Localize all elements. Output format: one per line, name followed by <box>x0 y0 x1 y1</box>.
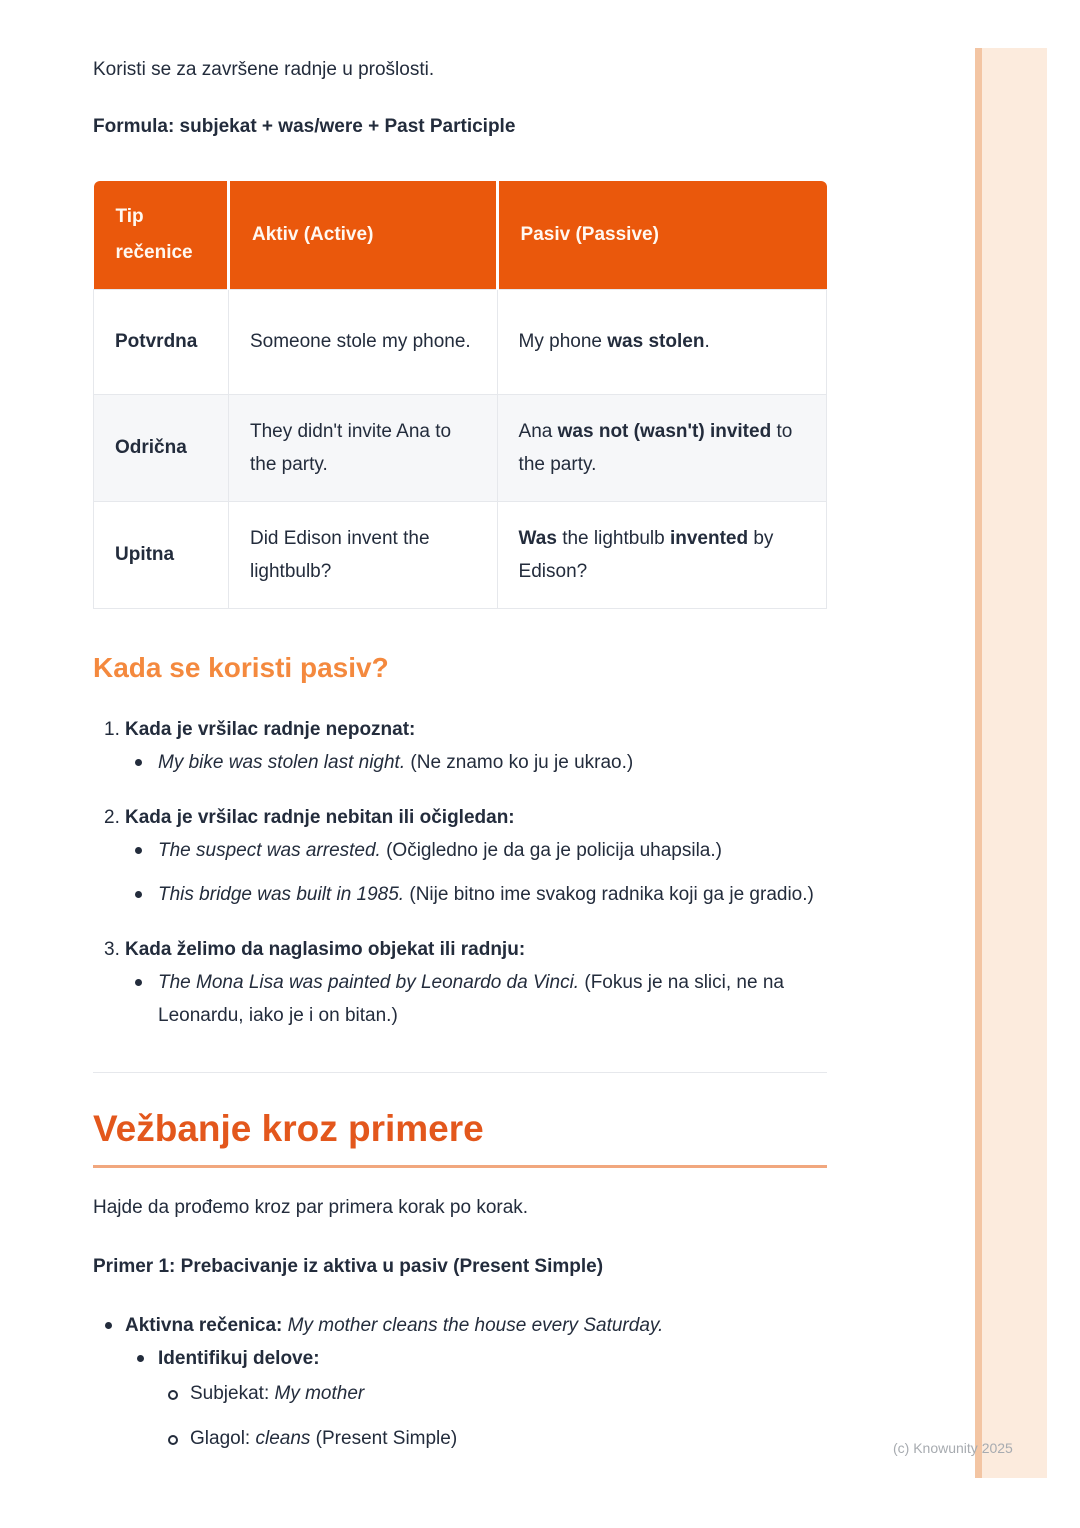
passive-example-cell: My phone was stolen. <box>497 289 826 394</box>
passive-example-cell: Was the lightbulb invented by Edison? <box>497 501 826 608</box>
page-edge-decoration <box>975 48 1047 1478</box>
practice-item-identify-parts <box>158 1342 827 1455</box>
usage-examples <box>93 834 827 911</box>
table-body <box>94 289 827 608</box>
usage-example: My bike was stolen last night. (Ne znamo ko ju je ukrao.) <box>158 746 827 779</box>
table-row-question <box>94 501 827 608</box>
usage-item-label: 2. Kada je vršilac radnje nebitan ili očigledan: <box>93 801 827 834</box>
document-content <box>93 0 827 1455</box>
intro-text: Koristi se za završene radnje u prošlosti. <box>93 59 435 80</box>
practice-item-subject <box>190 1377 827 1410</box>
formula-text: Formula: subjekat + was/were + Past Participle <box>93 116 516 137</box>
usage-item-2 <box>93 801 827 911</box>
practice-item-text: Glagol: cleans (Present Simple) <box>190 1427 458 1449</box>
usage-examples <box>93 746 827 779</box>
list-number: 2. <box>104 806 120 828</box>
usage-item-label: 1. Kada je vršilac radnje nepoznat: <box>93 713 827 746</box>
usage-item-label: 3. Kada želimo da naglasimo objekat ili radnju: <box>93 933 827 966</box>
row-type-cell: Potvrdna <box>94 289 229 394</box>
usage-item-1 <box>93 713 827 779</box>
practice-item-verb <box>190 1422 827 1455</box>
practice-sublist <box>125 1342 827 1455</box>
usage-example: This bridge was built in 1985. (Nije bitno ime svakog radnika koji ga je gradio.) <box>158 878 827 911</box>
table-header-passive: Pasiv (Passive) <box>497 181 826 289</box>
active-example-cell: Someone stole my phone. <box>228 289 497 394</box>
row-type-cell: Upitna <box>94 501 229 608</box>
table-row-negative <box>94 394 827 501</box>
section-heading-usage: Kada se koristi pasiv? <box>93 651 389 683</box>
practice-item-text: Identifikuj delove: <box>158 1347 320 1369</box>
active-example-cell: They didn't invite Ana to the party. <box>228 394 497 501</box>
active-passive-table <box>93 181 827 609</box>
page-title-practice: Vežbanje kroz primere <box>93 1106 827 1168</box>
table-header-sentence-type: Tip rečenice <box>94 181 229 289</box>
list-number: 3. <box>104 938 120 960</box>
passive-example-cell: Ana was not (wasn't) invited to the party. <box>497 394 826 501</box>
row-type-cell: Odrična <box>94 394 229 501</box>
active-example-cell: Did Edison invent the lightbulb? <box>228 501 497 608</box>
table-header-active: Aktiv (Active) <box>228 181 497 289</box>
practice-item-active-sentence <box>125 1309 827 1455</box>
usage-list <box>93 713 827 1032</box>
section-divider <box>93 1072 827 1073</box>
table-header-row <box>94 181 827 289</box>
practice-item-text: Aktivna rečenica: My mother cleans the house every Saturday. <box>125 1314 664 1336</box>
list-number: 1. <box>104 718 120 740</box>
practice-lead-text: Hajde da prođemo kroz par primera korak po korak. <box>93 1196 529 1218</box>
usage-item-3 <box>93 933 827 1032</box>
copyright-watermark: (c) Knowunity 2025 <box>893 1440 1013 1456</box>
table-header <box>94 181 827 289</box>
practice-list <box>93 1309 827 1455</box>
practice-item-text: Subjekat: My mother <box>190 1382 365 1404</box>
practice-subsublist <box>158 1377 827 1455</box>
usage-example: The suspect was arrested. (Očigledno je da ga je policija uhapsila.) <box>158 834 827 867</box>
table-row-affirmative <box>94 289 827 394</box>
usage-examples <box>93 966 827 1032</box>
usage-example: The Mona Lisa was painted by Leonardo da Vinci. (Fokus je na slici, ne na Leonardu, iako je i on bitan.) <box>158 966 827 1032</box>
example-1-heading: Primer 1: Prebacivanje iz aktiva u pasiv (Present Simple) <box>93 1255 604 1277</box>
